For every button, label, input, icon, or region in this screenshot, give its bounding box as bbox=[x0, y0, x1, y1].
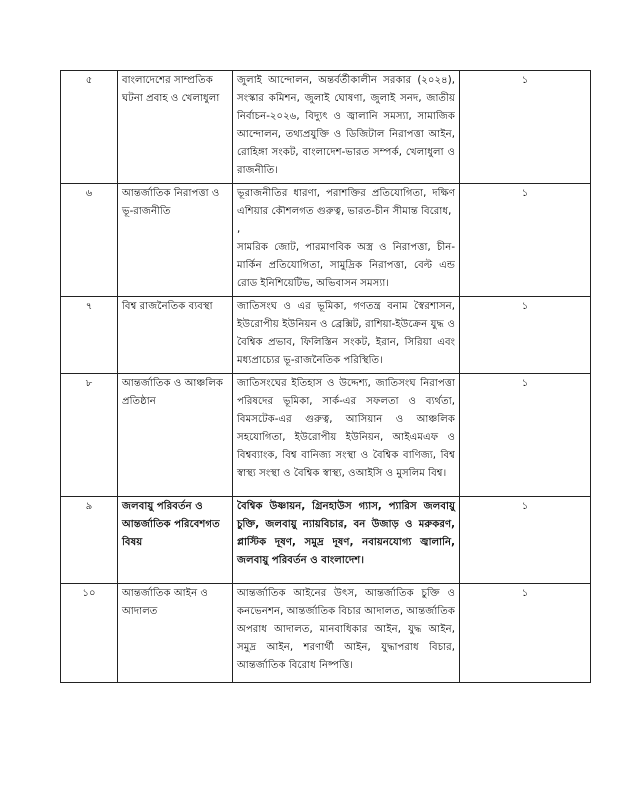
table-row bbox=[61, 297, 591, 374]
row-marks: ১ bbox=[460, 584, 591, 683]
row-details: ভূরাজনীতির ধারণা, পরাশক্তির প্রতিযোগিতা, দক্ষিণ এশিয়ার কৌশলগত গুরুত্ব, ভারত-চীন সীমান্ত বিরোধ, , সামরিক জোট, পারমাণবিক অস্ত্র ও নিরাপত্তা, চীন-মার্কিন প্রতিযোগিতা, সামুদ্রিক নিরাপত্তা, বেল্ট এন্ড রোড ইনিশিয়েটিভ, অভিবাসন সমস্যা। bbox=[237, 188, 455, 289]
row-topic: আন্তর্জাতিক ও আঞ্চলিক প্রতিষ্ঠান bbox=[118, 374, 233, 497]
table-row bbox=[61, 374, 591, 497]
row-number: ৮ bbox=[61, 374, 118, 497]
table-row bbox=[61, 584, 591, 683]
row-topic: বাংলাদেশের সাম্প্রতিক ঘটনা প্রবাহ ও খেলাধুলা bbox=[118, 71, 233, 184]
row-number: ৭ bbox=[61, 297, 118, 374]
row-marks: ১ bbox=[460, 497, 591, 584]
row-marks: ১ bbox=[460, 297, 591, 374]
row-details: বৈশ্বিক উষ্ণায়ন, গ্রিনহাউস গ্যাস, প্যারিস জলবায়ু চুক্তি, জলবায়ু ন্যায়বিচার, বন উজাড় ও মরুকরণ, প্লাস্টিক দূষণ, সমুদ্র দূষণ, নবায়নযোগ্য জ্বালানি, জলবায়ু পরিবর্তন ও বাংলাদেশ। bbox=[237, 501, 455, 566]
row-number: ১০ bbox=[61, 584, 118, 683]
row-topic: জলবায়ু পরিবর্তন ও আন্তর্জাতিক পরিবেশগত বিষয় bbox=[118, 497, 233, 584]
row-number: ৬ bbox=[61, 184, 118, 297]
table-row bbox=[61, 184, 591, 297]
row-marks: ১ bbox=[460, 71, 591, 184]
table-row bbox=[61, 497, 591, 584]
row-details: জাতিসংঘের ইতিহাস ও উদ্দেশ্য, জাতিসংঘ নিরাপত্তা পরিষদের ভূমিকা, সার্ক-এর সফলতা ও ব্যর্থতা, বিমসটেক-এর গুরুত্ব, আসিয়ান ও আঞ্চলিক সহযোগিতা, ইউরোপীয় ইউনিয়ন, আইএমএফ ও বিশ্বব্যাংক, বিশ্ব বানিজ্য সংস্থা ও বৈশ্বিক বাণিজ্য, বিশ্ব স্বাস্থ্য সংস্থা ও বৈশ্বিক স্বাস্থ্য, ওআইসি ও মুসলিম বিশ্ব। bbox=[237, 378, 455, 479]
row-marks: ১ bbox=[460, 374, 591, 497]
row-marks: ১ bbox=[460, 184, 591, 297]
row-number: ৯ bbox=[61, 497, 118, 584]
row-details: জাতিসংঘ ও এর ভূমিকা, গণতন্ত্র বনাম স্বৈরশাসন, ইউরোপীয় ইউনিয়ন ও ব্রেক্সিট, রাশিয়া-ইউক্রেন যুদ্ধ ও বৈশ্বিক প্রভাব, ফিলিস্তিন সংকট, ইরান, সিরিয়া এবং মধ্যপ্রাচ্যের ভূ-রাজনৈতিক পরিস্থিতি। bbox=[237, 301, 455, 366]
row-topic: বিশ্ব রাজনৈতিক ব্যবস্থা bbox=[118, 297, 233, 374]
row-topic: আন্তর্জাতিক নিরাপত্তা ও ভূ-রাজনীতি bbox=[118, 184, 233, 297]
row-details: জুলাই আন্দোলন, অন্তর্বর্তীকালীন সরকার (২০২৪), সংস্কার কমিশন, জুলাই ঘোষণা, জুলাই সনদ, জাতীয় নির্বাচন-২০২৬, বিদ্যুৎ ও জ্বালানি সমস্যা, সামাজিক আন্দোলন, তথ্যপ্রযুক্তি ও ডিজিটাল নিরাপত্তা আইন, রোহিঙ্গা সংকট, বাংলাদেশ-ভারত সম্পর্ক, খেলাধুলা ও রাজনীতি। bbox=[237, 75, 455, 176]
row-topic: আন্তর্জাতিক আইন ও আদালত bbox=[118, 584, 233, 683]
row-number: ৫ bbox=[61, 71, 118, 184]
row-details: আন্তর্জাতিক আইনের উৎস, আন্তর্জাতিক চুক্তি ও কনভেনশন, আন্তর্জাতিক বিচার আদালত, আন্তর্জাতিক অপরাধ আদালত, মানবাধিকার আইন, যুদ্ধ আইন, সমুদ্র আইন, শরণার্থী আইন, যুদ্ধাপরাধ বিচার, আন্তর্জাতিক বিরোধ নিষ্পত্তি। bbox=[237, 588, 455, 671]
syllabus-table bbox=[60, 70, 591, 683]
table-row bbox=[61, 71, 591, 184]
